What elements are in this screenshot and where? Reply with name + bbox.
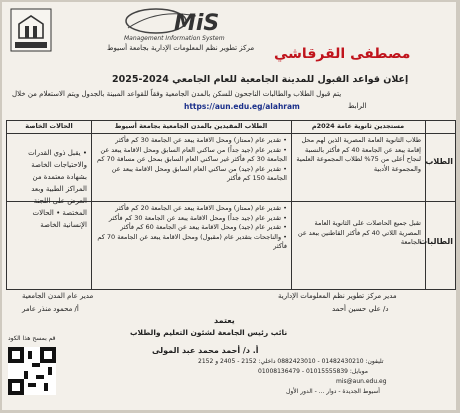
row-label-male: الطلاب — [425, 157, 453, 166]
announcement-link[interactable]: https://aun.edu.eg/alahram — [184, 102, 300, 111]
announcement-link-prefix: الرابط — [348, 102, 367, 110]
announcement-body: يتم قبول الطلاب والطالبات الناجحون للسكن بالمدن الجامعية وفقاً للقواعد المبينة بالجدول ويتم الاستعلام من خلال — [12, 90, 342, 98]
special-cases: • يقبل ذوي القدرات والاحتياجات الخاصة بشهادة معتمدة من المراكز الطبية وبعد العرض على اللجنة المختصة • الحالات الإنسانية الخاصة — [28, 149, 87, 229]
male-new-students: طلاب الثانوية العامة المصرية الذين لهم محل إقامة يبعد عن الجامعة 40 كم فأكثر بالنسبة لنجاح أعلى من 75% لطلاب المجموعة العلمية والمجموعة الأدبية — [296, 136, 421, 173]
mis-director-title: مدير مركز تطوير نظم المعلومات الإدارية — [278, 292, 397, 300]
female-enrolled: • تقدير عام (ممتاز) ومحل الاقامة يبعد عن الجامعة 20 كم فأكثر • تقدير عام (جيد جداً) ومحل الاقامة يبعد عن الجامعة 30 كم فأكثر • تقدير عام (جيد) ومحل الاقامة يبعد عن الجامعة 60 كم فأكثر • والناجحات بتقدير عام (مقبول) ومحل الاقامة يبعد عن الجامعة 70 كم فأكثر — [97, 204, 287, 250]
footer-email: mis@aun.edu.eg — [336, 378, 387, 385]
male-enrolled: • تقدير عام (ممتاز) ومحل الاقامة يبعد عن الجامعة 30 كم فأكثر • تقدير عام (جيد جداً) من ساكني العام السابق ومحل الاقامة يبعد عن الجامعة 30 كم فأكثر غير ساكني العام السابق بمحل عن مسافة 70 كم • تقدير عام (جيد) من ساكني العام السابق ومحل الاقامة يبعد عن الجامعة 150 كم فأكثر — [97, 136, 287, 182]
svg-text:MiS: MiS — [174, 11, 220, 36]
center-name: مركز تطوير نظم المعلومات الإدارية بجامعة أسيوط — [107, 44, 255, 52]
female-new-students: تقبل جميع الحاصلات على الثانوية العامة المصرية اللاتي 40 كم فأكثر القاطنين ببعد عن الجامعة — [297, 219, 421, 246]
svg-text:Management Information System: Management Information System — [124, 35, 225, 42]
mis-logo-icon — [118, 6, 238, 42]
announcement-title: إعلان قواعد القبول للمدينة الجامعية للعام الجامعي 2024-2025 — [112, 74, 409, 85]
row-label-female: الطالبات — [419, 237, 453, 246]
footer-mobile: موبايل: 01015555839 - 01008136479 — [258, 368, 368, 375]
table-header-new-students: مستجدين ثانوية عامة 2024م — [311, 122, 405, 130]
vp-name: أ. د/ أحمد محمد عبد المولى — [152, 346, 259, 355]
qr-code-icon[interactable] — [8, 347, 56, 395]
university-logo-icon — [10, 8, 52, 52]
table-header-enrolled: الطلاب المقيدين بالمدن الجامعية بجامعة أسيوط — [114, 122, 268, 130]
name-heading: مصطفى القرقاشي — [274, 46, 411, 62]
director-title: مدير عام المدن الجامعية — [22, 292, 94, 300]
announcement-sheet — [2, 2, 456, 410]
qr-label: قم بمسح هذا الكود — [8, 335, 56, 342]
admission-rules-table — [6, 120, 456, 290]
director-name: أ/ محمود منذر عامر — [22, 305, 79, 313]
footer-phones: تليفون: 01482430210 - 0882423010 داخلي: 2152 - 2405 و 2152 — [198, 358, 384, 365]
vp-title: نائب رئيس الجامعة لشئون التعليم والطلاب — [130, 328, 288, 337]
approval-label: يعتمد — [214, 316, 235, 325]
table-header-special: الحالات الخاصة — [25, 122, 73, 130]
mis-director-name: د/ علي حسين أحمد — [332, 305, 389, 313]
footer-address: أسيوط الجديدة - دوار ... - الدور الأول — [286, 388, 380, 395]
